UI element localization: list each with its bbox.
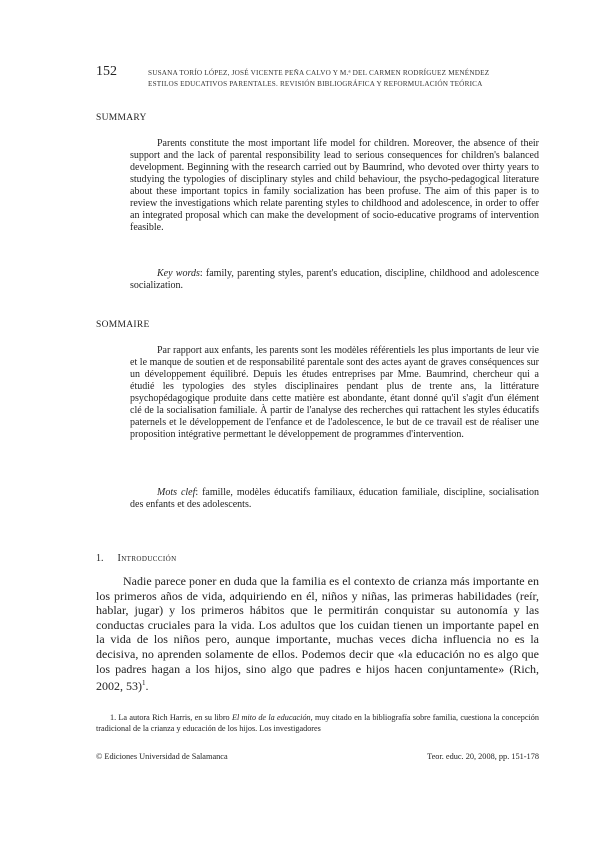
- summary-heading: SUMMARY: [96, 113, 147, 123]
- running-header-authors: SUSANA TORÍO LÓPEZ, JOSÉ VICENTE PEÑA CALVO Y M.ª DEL CARMEN RODRÍGUEZ MENÉNDEZ: [148, 69, 490, 77]
- mots-clef-text: : famille, modèles éducatifs familiaux, éducation familiale, discipline, socialisation des enfants et des adolescents.: [130, 487, 539, 511]
- sommaire-abstract: [130, 345, 539, 441]
- running-header-title: ESTILOS EDUCATIVOS PARENTALES. REVISIÓN BIBLIOGRÁFICA Y REFORMULACIÓN TEÓRICA: [148, 80, 483, 88]
- keywords-text: : family, parenting styles, parent's education, discipline, childhood and adolescence socialization.: [130, 268, 539, 292]
- intro-body: [96, 574, 539, 694]
- footnote-book-title: El mito de la educación: [231, 713, 311, 722]
- mots-clef-label: Mots clef: [157, 487, 196, 498]
- footer-copyright: © Ediciones Universidad de Salamanca: [96, 752, 228, 761]
- footnote: [96, 712, 539, 734]
- keywords-label: Key words: [157, 268, 200, 279]
- intro-paragraph-end: .: [145, 679, 149, 694]
- section-title: Introducción: [117, 553, 177, 564]
- intro-paragraph: Nadie parece poner en duda que la familia es el contexto de crianza más importante en los primeros años de vida, adquiriendo en él, niños y niñas, las primeras habilidades (reír, hablar, jugar) y los primeros hábitos que le permitirán conquistar su autonomía y las conductas cruciales para la vida. Los adultos que los cuidan tienen un importante papel en la vida de los niños pero, aunque importante, muchas veces dicha influencia no es la decisiva, no aprenden solamente de ellos. Podemos decir que «la educación no es algo que los padres hagan a los hijos, sino algo que padres e hijos hacen conjuntamente» (Rich, 2002, 53): [96, 574, 539, 694]
- summary-text: Parents constitute the most important life model for children. Moreover, the absence of their support and the lack of parental responsibility lead to serious consequences for children's balanced development. Beginning with the research carried out by Baumrind, who devoted over thirty years to studying the typologies of disciplinary styles and child behaviour, the psycho-pedagogical literature about these important topics in family socialization has been profuse. The aim of this paper is to review the investigations which relate parenting styles to childhood and adolescence, in order to offer an integrated proposal which can make the development of socio-educative programs of intervention feasible.: [130, 138, 539, 234]
- summary-abstract: [130, 138, 539, 234]
- section-number: 1.: [96, 553, 104, 564]
- page-number: 152: [96, 64, 117, 79]
- sommaire-heading: SOMMAIRE: [96, 320, 150, 330]
- section-heading-introduccion: [96, 553, 177, 564]
- sommaire-keywords: [130, 487, 539, 511]
- summary-keywords: [130, 268, 539, 292]
- sommaire-text: Par rapport aux enfants, les parents sont les modèles référentiels les plus importants de leur vie et le manque de soutien et de responsabilité parentale sont des actes ayant de graves conséquences sur un développement équilibré. Depuis les études entreprises par Mme. Baumrind, chercheur qui a étudié les typologies des styles disciplinaires pendant plus de trente ans, la littérature psychopédagogique produite dans cette matière est abondante, étant donné qu'il s'agit d'un élément clé de la socialisation familiale. À partir de l'analyse des recherches qui rattachent les styles éducatifs paternels et le développement de l'enfance et de l'adolescence, le but de ce travail est de réaliser une proposition intégrative permettant le développement de programmes d'intervention.: [130, 345, 539, 441]
- footnote-text-start: 1. La autora Rich Harris, en su libro: [110, 713, 232, 722]
- footer-citation: Teor. educ. 20, 2008, pp. 151-178: [427, 752, 539, 761]
- footnote-ref[interactable]: 1: [142, 679, 146, 688]
- footnote-text-end: , muy citado en la bibliografía sobre familia, cuestiona la concepción tradicional de la crianza y educación de los hijos. Los investigadores: [96, 713, 539, 733]
